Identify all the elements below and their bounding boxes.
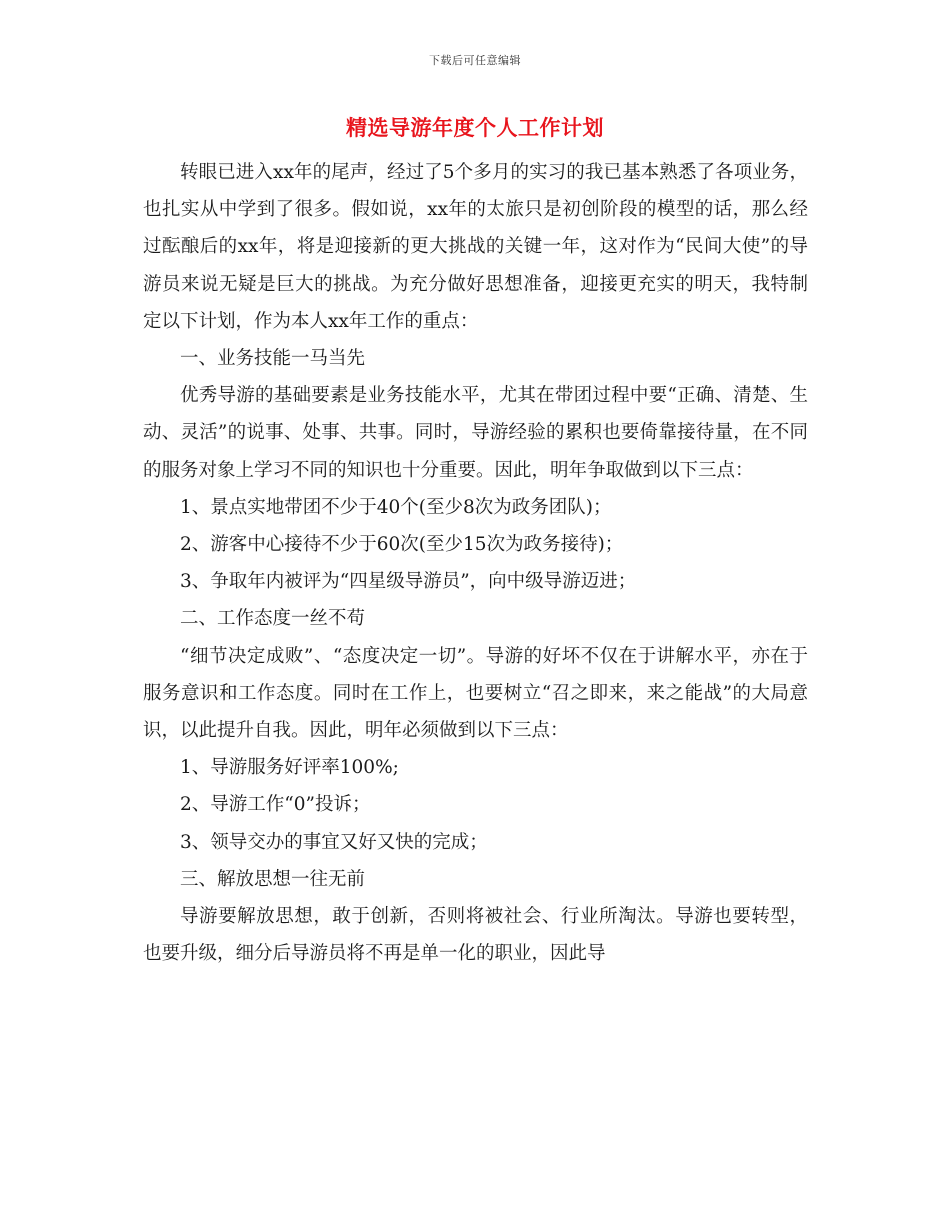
list-item: 2、游客中心接待不少于60次(至少15次为政务接待)； (180, 534, 624, 556)
list-item: 3、领导交办的事宜又好又快的完成； (180, 831, 488, 853)
list-item: 1、景点实地带团不少于40个(至少8次为政务团队)； (180, 496, 612, 518)
section-heading-1: 一、业务技能一马当先 (180, 348, 366, 370)
section-heading-2: 二、工作态度一丝不苟 (180, 608, 366, 630)
paragraph-section-1: 优秀导游的基础要素是业务技能水平，尤其在带团过程中要“正确、清楚、生动、灵活”的说事、处事、共事。同时，导游经验的累积也要倚靠接待量，在不同的服务对象上学习不同的知识也十分重要。因此，明年争取做到以下三点： (143, 385, 808, 481)
document-title: 精选导游年度个人工作计划 (346, 115, 604, 140)
document-body (143, 154, 808, 972)
section-heading-3: 三、解放思想一往无前 (180, 868, 366, 890)
paragraph-section-3: 导游要解放思想，敢于创新，否则将被社会、行业所淘汰。导游也要转型，也要升级，细分后导游员将不再是单一化的职业，因此导 (143, 906, 808, 965)
list-item: 2、导游工作“0”投诉； (180, 794, 371, 816)
list-item: 1、导游服务好评率100%; (180, 757, 399, 779)
list-item: 3、争取年内被评为“四星级导游员”，向中级导游迈进； (180, 571, 637, 593)
paragraph-intro: 转眼已进入xx年的尾声，经过了5个多月的实习的我已基本熟悉了各项业务，也扎实从中学到了很多。假如说，xx年的太旅只是初创阶段的模型的话，那么经过酝酿后的xx年，将是迎接新的更大挑战的关键一年，这对作为“民间大使”的导游员来说无疑是巨大的挑战。为充分做好思想准备，迎接更充实的明天，我特制定以下计划，作为本人xx年工作的重点： (143, 162, 808, 332)
paragraph-section-2: “细节决定成败”、“态度决定一切”。导游的好坏不仅在于讲解水平，亦在于服务意识和工作态度。同时在工作上，也要树立“召之即来，来之能战”的大局意识，以此提升自我。因此，明年必须做到以下三点： (143, 645, 808, 742)
download-editable-note: 下载后可任意编辑 (429, 54, 521, 67)
